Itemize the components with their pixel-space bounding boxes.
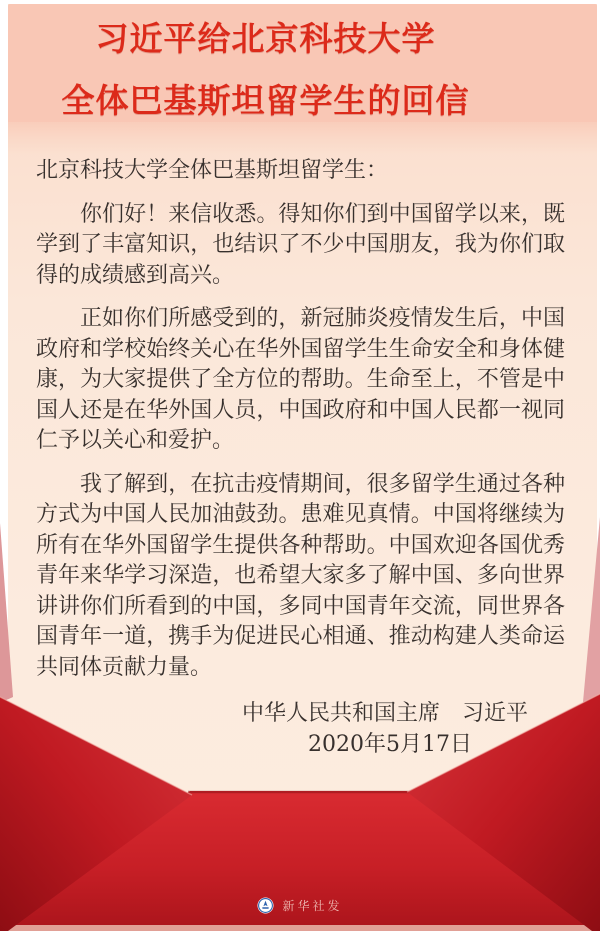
envelope-back-right <box>583 517 600 707</box>
title-line-1: 习近平给北京科技大学 <box>95 19 436 58</box>
credit-text: 新华社发 <box>282 898 343 913</box>
envelope-bottom-highlight <box>0 925 600 931</box>
signature: 中华人民共和国主席 习近平 <box>241 701 528 726</box>
title-line-2: 全体巴基斯坦留学生的回信 <box>61 81 470 120</box>
header-band <box>8 4 597 122</box>
envelope-graphic <box>0 511 600 931</box>
letter-paragraph-2: 正如你们所感受到的，新冠肺炎疫情发生后，中国政府和学校始终关心在华外国留学生生命安全和身体健康，为大家提供了全方位的帮助。生命至上，不管是中国人还是在华外国人员，中国政府和中国人民都一视同仁予以关心和爱护。 <box>36 306 565 453</box>
letter-paragraph-1: 你们好！来信收悉。得知你们到中国留学以来，既学到了丰富知识，也结识了不少中国朋友，我为你们取得的成绩感到高兴。 <box>36 201 565 288</box>
xinhua-logo-icon <box>257 897 274 914</box>
poster-title <box>8 4 597 132</box>
date: 2020年5月17日 <box>308 731 472 757</box>
header-band-fade <box>8 122 597 154</box>
salutation: 北京科技大学全体巴基斯坦留学生： <box>36 158 389 183</box>
credit-line <box>0 895 600 915</box>
envelope-back-left <box>0 523 13 703</box>
letter-paragraph-3: 我了解到，在抗击疫情期间，很多留学生通过各种方式为中国人民加油鼓劲。患难见真情。中国将继续为所有在华外国留学生提供各种帮助。中国欢迎各国优秀青年来华学习深造，也希望大家多了解中国、多向世界讲讲你们所看到的中国，多同中国青年交流，同世界各国青年一道，携手为促进民心相通、推动构建人类命运共同体贡献力量。 <box>36 471 565 680</box>
